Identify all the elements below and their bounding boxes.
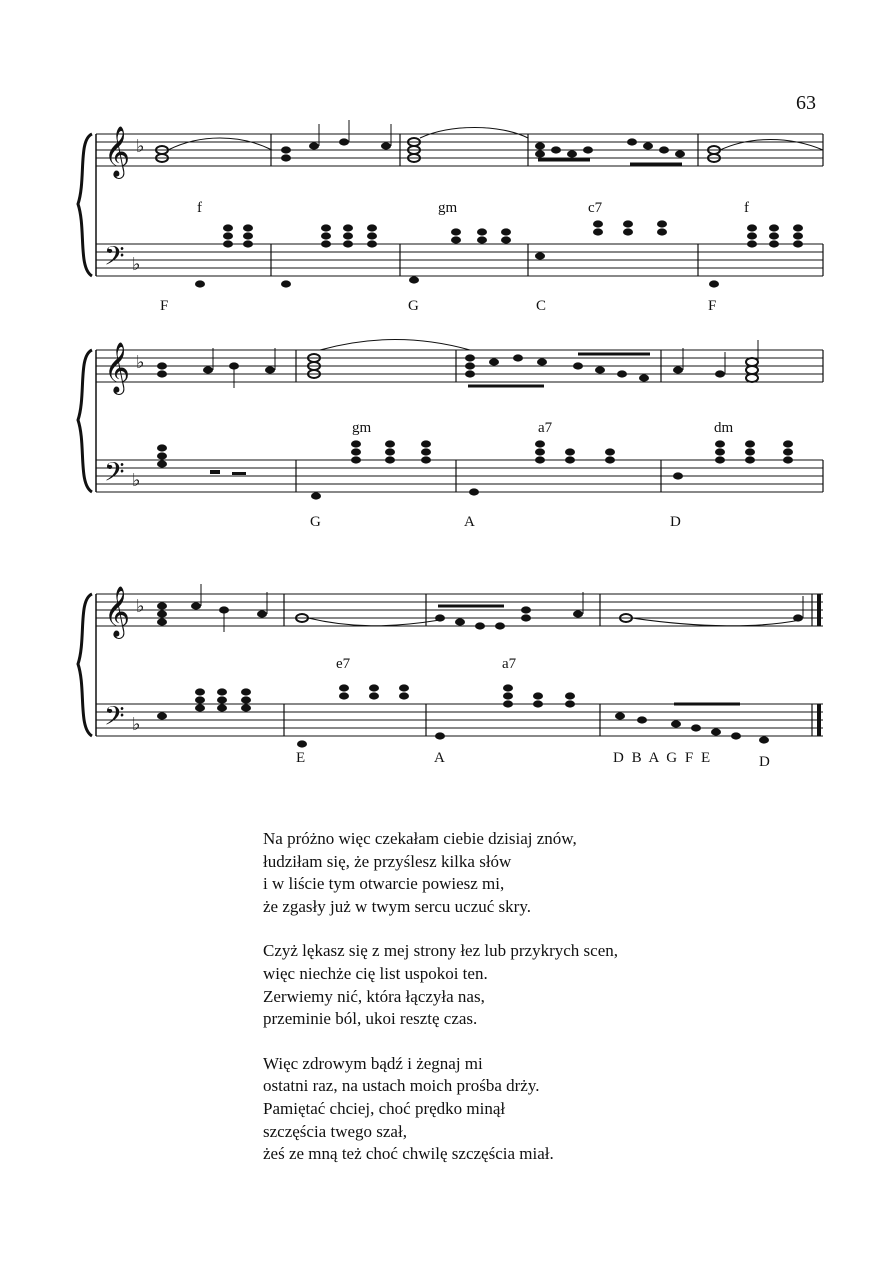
chord-symbol: f <box>744 200 749 216</box>
chord-symbol: a7 <box>502 656 517 672</box>
key-flat-icon: ♭ <box>136 596 145 617</box>
treble-clef-icon: 𝄞 <box>104 126 131 177</box>
bass-note-label: C <box>536 298 547 314</box>
chord-symbol: gm <box>438 200 458 216</box>
rest-icon <box>232 472 246 475</box>
lyric-line: i w liście tym otwarcie powiesz mi, <box>263 874 505 894</box>
key-flat-icon: ♭ <box>132 254 141 275</box>
bass-notes <box>157 440 793 499</box>
chord-symbol: c7 <box>588 200 603 216</box>
chord-symbol: f <box>197 200 202 216</box>
lyric-line: Więc zdrowym bądź i żegnaj mi <box>263 1053 483 1073</box>
music-system-2 <box>0 336 893 536</box>
treble-clef-icon: 𝄞 <box>104 342 131 393</box>
lyric-line: więc niechże cię list uspokoi ten. <box>263 963 488 983</box>
key-flat-icon: ♭ <box>136 352 145 373</box>
bar-lines <box>284 594 812 736</box>
key-flat-icon: ♭ <box>132 470 141 491</box>
chord-symbol: gm <box>352 420 372 436</box>
bar-lines <box>271 134 823 276</box>
lyrics <box>263 828 823 1188</box>
page-number: 63 <box>796 92 816 114</box>
lyric-line: ostatni raz, na ustach moich prośba drży. <box>263 1076 540 1096</box>
bass-note-label: A <box>464 514 475 530</box>
chord-symbol: a7 <box>538 420 553 436</box>
stanza-1 <box>263 828 823 918</box>
music-system-3 <box>0 580 893 780</box>
lyric-line: Pamiętać chciej, choć prędko minął <box>263 1098 506 1118</box>
key-flat-icon: ♭ <box>136 136 145 157</box>
bass-note-label: F <box>160 298 169 314</box>
treble-clef-icon: 𝄞 <box>104 586 131 637</box>
bass-staff <box>96 460 823 492</box>
bar-lines <box>296 350 823 492</box>
brace <box>78 350 92 492</box>
bass-staff <box>96 244 823 276</box>
bass-note-label: E <box>296 750 306 766</box>
brace <box>78 134 92 276</box>
bass-note-label: D B A G F E <box>613 750 711 766</box>
treble-notes <box>157 584 803 632</box>
stanza-2 <box>263 940 823 1030</box>
bass-note-label: A <box>434 750 445 766</box>
lyric-line: przeminie ból, ukoi resztę czas. <box>263 1009 478 1029</box>
music-system-1 <box>0 120 893 320</box>
lyric-line: łudziłam się, że przyślesz kilka słów <box>263 851 512 871</box>
bass-note-label: G <box>310 514 321 530</box>
lyric-line: żeś ze mną też choć chwilę szczęścia miał. <box>263 1144 554 1164</box>
bass-clef-icon: 𝄢 <box>104 240 125 278</box>
brace <box>78 594 92 736</box>
bass-note-label: D <box>759 754 770 770</box>
bass-clef-icon: 𝄢 <box>104 700 125 738</box>
bass-notes <box>157 684 769 747</box>
chord-symbol: e7 <box>336 656 351 672</box>
lyric-line: szczęścia twego szał, <box>263 1121 407 1141</box>
lyric-line: że zgasły już w twym sercu uczuć skry. <box>263 896 531 916</box>
final-barline <box>817 594 821 736</box>
bass-clef-icon: 𝄢 <box>104 456 125 494</box>
bass-note-label: D <box>670 514 681 530</box>
bass-notes <box>195 220 803 287</box>
lyric-line: Zerwiemy nić, która łączyła nas, <box>263 986 485 1006</box>
stanza-3 <box>263 1053 823 1166</box>
lyric-line: Czyż lękasz się z mej strony łez lub przykrych scen, <box>263 941 618 961</box>
rest-icon <box>210 470 220 474</box>
bass-note-label: F <box>708 298 717 314</box>
treble-notes <box>157 340 758 389</box>
key-flat-icon: ♭ <box>132 714 141 735</box>
treble-staff <box>96 350 823 382</box>
bass-note-label: G <box>408 298 419 314</box>
chord-symbol: dm <box>714 420 734 436</box>
lyric-line: Na próżno więc czekałam ciebie dzisiaj znów, <box>263 829 577 848</box>
